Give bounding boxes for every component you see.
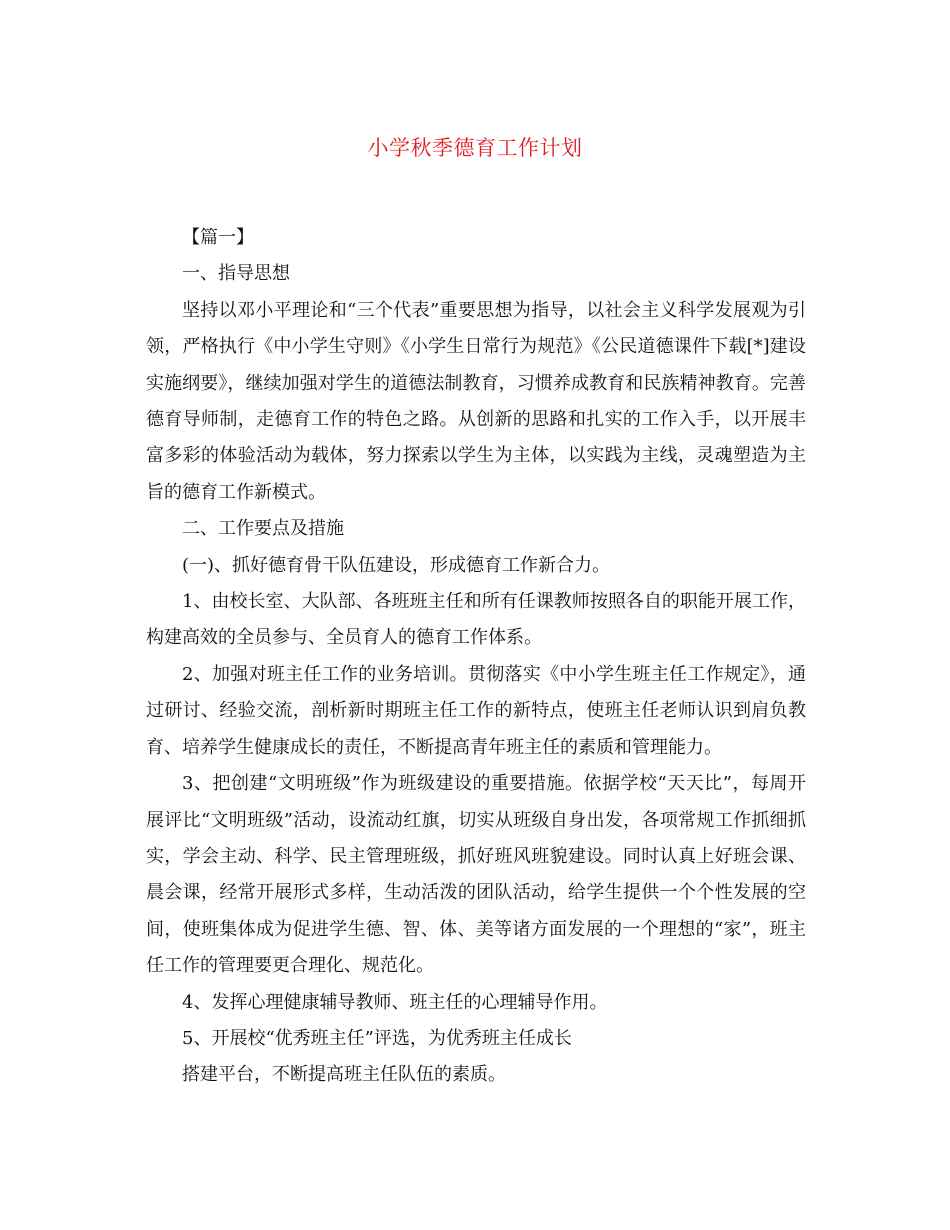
paragraph-guiding-ideology: 坚持以邓小平理论和“三个代表”重要思想为指导，以社会主义科学发展观为引领，严格执行《中小学生守则》《小学生日常行为规范》《公民道德课件下载[*]建设实施纲要》，继续加强对学生的道德法制教育，习惯养成教育和民族精神教育。完善德育导师制，走德育工作的特色之路。从创新的思路和扎实的工作入手，以开展丰富多彩的体验活动为载体，努力探索以学生为主体，以实践为主线，灵魂塑造为主旨的德育工作新模式。 <box>146 299 806 503</box>
section-heading-guiding-ideology: 一、指导思想 <box>182 263 290 285</box>
list-item-2: 2、加强对班主任工作的业务培训。贯彻落实《中小学生班主任工作规定》，通过研讨、经验交流，剖析新时期班主任工作的新特点，使班主任老师认识到肩负教育、培养学生健康成长的责任，不断提高青年班主任的素质和管理能力。 <box>146 663 806 758</box>
subheading-team-building: (一)、抓好德育骨干队伍建设，形成德育工作新合力。 <box>182 554 611 576</box>
document-body <box>146 220 806 1094</box>
list-item-1: 1、由校长室、大队部、各班班主任和所有任课教师按照各自的职能开展工作，构建高效的全员参与、全员育人的德育工作体系。 <box>146 591 806 649</box>
list-item-5: 5、开展校“优秀班主任”评选，为优秀班主任成长 <box>182 1027 572 1049</box>
list-item-3: 3、把创建“文明班级”作为班级建设的重要措施。依据学校“天天比”，每周开展评比“文明班级”活动，设流动红旗，切实从班级自身出发，各项常规工作抓细抓实，学会主动、科学、民主管理班级，抓好班风班貌建设。同时认真上好班会课、晨会课，经常开展形式多样，生动活泼的团队活动，给学生提供一个个性发展的空间，使班集体成为促进学生德、智、体、美等诸方面发展的一个理想的“家”，班主任工作的管理要更合理化、规范化。 <box>146 773 806 977</box>
list-item-4: 4、发挥心理健康辅导教师、班主任的心理辅导作用。 <box>182 991 608 1013</box>
document-title: 小学秋季德育工作计划 <box>367 136 583 160</box>
section-heading-key-points: 二、工作要点及措施 <box>182 518 344 540</box>
list-item-5-continued: 搭建平台，不断提高班主任队伍的素质。 <box>182 1064 506 1086</box>
section-heading-part-one: 【篇一】 <box>182 227 254 248</box>
